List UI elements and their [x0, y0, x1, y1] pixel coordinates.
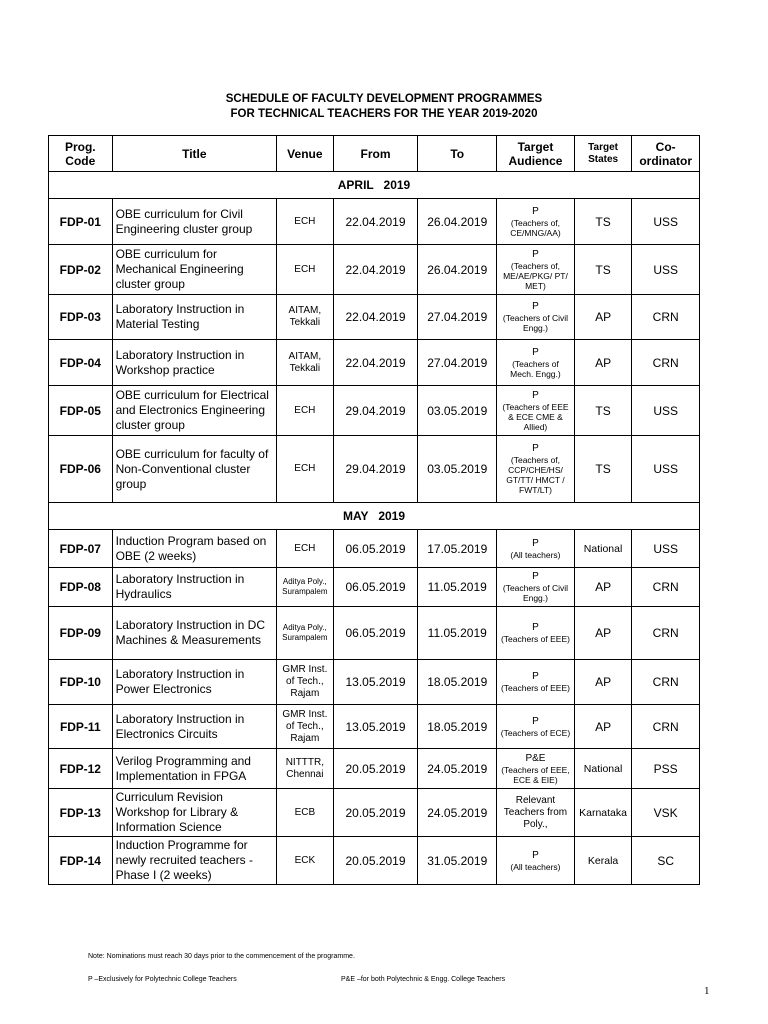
program-code: FDP-12	[49, 749, 113, 789]
coordinator: SC	[632, 837, 700, 885]
program-venue: ECH	[277, 245, 334, 295]
table-row	[49, 436, 700, 503]
program-title: OBE curriculum for Mechanical Engineering cluster group	[112, 245, 277, 295]
target-audience	[497, 660, 575, 705]
program-title: Verilog Programming and Implementation in FPGA	[112, 749, 277, 789]
month-heading: MAY 2019	[49, 503, 700, 530]
program-venue: ECH	[277, 530, 334, 568]
target-audience	[497, 386, 575, 436]
header-title: Title	[112, 136, 277, 172]
program-code: FDP-01	[49, 199, 113, 245]
document-title	[0, 92, 768, 122]
from-date: 20.05.2019	[333, 837, 418, 885]
coordinator: PSS	[632, 749, 700, 789]
month-heading: APRIL 2019	[49, 172, 700, 199]
schedule-table	[48, 135, 700, 885]
header-from: From	[333, 136, 418, 172]
table-row	[49, 245, 700, 295]
target-audience	[497, 749, 575, 789]
program-title: OBE curriculum for Electrical and Electronics Engineering cluster group	[112, 386, 277, 436]
audience-main: P	[532, 443, 539, 454]
target-audience	[497, 295, 575, 340]
program-title: Laboratory Instruction in Electronics Circuits	[112, 705, 277, 749]
program-title: Laboratory Instruction in Workshop practice	[112, 340, 277, 386]
from-date: 22.04.2019	[333, 199, 418, 245]
to-date: 03.05.2019	[418, 386, 497, 436]
program-code: FDP-08	[49, 568, 113, 607]
table-row	[49, 837, 700, 885]
from-date: 06.05.2019	[333, 530, 418, 568]
coordinator: CRN	[632, 607, 700, 660]
program-venue: NITTTR, Chennai	[277, 749, 334, 789]
program-title: Induction Program based on OBE (2 weeks)	[112, 530, 277, 568]
program-title: Laboratory Instruction in Material Testing	[112, 295, 277, 340]
program-title: Laboratory Instruction in DC Machines & Measurements	[112, 607, 277, 660]
target-audience	[497, 568, 575, 607]
program-venue: GMR Inst. of Tech., Rajam	[277, 705, 334, 749]
audience-detail: (Teachers of EEE, ECE & EIE)	[501, 764, 570, 785]
to-date: 11.05.2019	[418, 568, 497, 607]
header-row	[49, 136, 700, 172]
target-states: TS	[574, 199, 632, 245]
target-states: TS	[574, 436, 632, 503]
audience-detail: (Teachers of, CCP/CHE/HS/ GT/TT/ HMCT / FWT/LT)	[506, 455, 565, 495]
coordinator: USS	[632, 245, 700, 295]
target-states: AP	[574, 660, 632, 705]
header-venue: Venue	[277, 136, 334, 172]
program-code: FDP-07	[49, 530, 113, 568]
from-date: 06.05.2019	[333, 568, 418, 607]
audience-main: P	[532, 537, 539, 549]
pe-legend: P&E –for both Polytechnic & Engg. College Teachers	[341, 976, 506, 983]
audience-detail: (Teachers of Civil Engg.)	[502, 313, 569, 333]
target-audience	[497, 436, 575, 503]
month-row	[49, 172, 700, 199]
audience-detail: (Teachers of, CE/MNG/AA)	[510, 217, 561, 238]
coordinator: USS	[632, 530, 700, 568]
program-venue: Aditya Poly., Surampalem	[277, 607, 334, 660]
to-date: 26.04.2019	[418, 245, 497, 295]
audience-main: P	[532, 346, 539, 358]
coordinator: CRN	[632, 568, 700, 607]
table-row	[49, 340, 700, 386]
program-code: FDP-13	[49, 789, 113, 837]
coordinator: USS	[632, 386, 700, 436]
target-audience	[497, 837, 575, 885]
program-title: OBE curriculum for Civil Engineering cluster group	[112, 199, 277, 245]
audience-main: P	[532, 715, 539, 727]
audience-detail: (Teachers of EEE & ECE CME & Allied)	[502, 401, 569, 432]
program-code: FDP-14	[49, 837, 113, 885]
to-date: 31.05.2019	[418, 837, 497, 885]
audience-main: P&E	[525, 752, 546, 764]
coordinator: CRN	[632, 340, 700, 386]
header-coordinator: Co-ordinator	[632, 136, 700, 172]
to-date: 18.05.2019	[418, 705, 497, 749]
program-code: FDP-09	[49, 607, 113, 660]
program-code: FDP-02	[49, 245, 113, 295]
from-date: 22.04.2019	[333, 295, 418, 340]
program-venue: ECB	[277, 789, 334, 837]
target-audience	[497, 199, 575, 245]
target-states: AP	[574, 705, 632, 749]
program-venue: ECH	[277, 436, 334, 503]
table-row	[49, 789, 700, 837]
audience-detail: (All teachers)	[510, 549, 561, 560]
coordinator: CRN	[632, 660, 700, 705]
table-row	[49, 199, 700, 245]
audience-detail: (Teachers of, ME/AE/PKG/ PT/ MET)	[503, 260, 568, 291]
program-title: Curriculum Revision Workshop for Library & Information Science	[112, 789, 277, 837]
title-line-1: SCHEDULE OF FACULTY DEVELOPMENT PROGRAMMES	[225, 93, 543, 105]
program-venue: AITAM, Tekkali	[277, 295, 334, 340]
audience-main: P	[532, 849, 539, 861]
from-date: 13.05.2019	[333, 660, 418, 705]
target-audience	[497, 530, 575, 568]
program-code: FDP-03	[49, 295, 113, 340]
coordinator: CRN	[632, 705, 700, 749]
coordinator: USS	[632, 199, 700, 245]
from-date: 29.04.2019	[333, 386, 418, 436]
from-date: 13.05.2019	[333, 705, 418, 749]
from-date: 22.04.2019	[333, 340, 418, 386]
target-states: TS	[574, 386, 632, 436]
audience-main: P	[532, 205, 539, 217]
program-title: Laboratory Instruction in Hydraulics	[112, 568, 277, 607]
audience-main: P	[532, 671, 539, 682]
from-date: 29.04.2019	[333, 436, 418, 503]
table-row	[49, 386, 700, 436]
coordinator: USS	[632, 436, 700, 503]
to-date: 11.05.2019	[418, 607, 497, 660]
audience-main: P	[532, 571, 539, 582]
target-audience	[497, 607, 575, 660]
schedule-body	[49, 172, 700, 885]
to-date: 24.05.2019	[418, 789, 497, 837]
program-code: FDP-06	[49, 436, 113, 503]
target-states: TS	[574, 245, 632, 295]
page-number: 1	[704, 985, 710, 997]
audience-main: P	[532, 389, 539, 401]
program-title: Induction Programme for newly recruited teachers - Phase I (2 weeks)	[112, 837, 277, 885]
from-date: 20.05.2019	[333, 789, 418, 837]
audience-detail: (Teachers of ECE)	[500, 727, 571, 738]
coordinator: CRN	[632, 295, 700, 340]
table-row	[49, 607, 700, 660]
from-date: 22.04.2019	[333, 245, 418, 295]
header-code: Prog. Code	[49, 136, 113, 172]
nomination-note: Note: Nominations must reach 30 days prior to the commencement of the programme.	[88, 953, 355, 960]
audience-main: P	[532, 301, 539, 312]
table-row	[49, 568, 700, 607]
target-states: AP	[574, 568, 632, 607]
to-date: 03.05.2019	[418, 436, 497, 503]
to-date: 17.05.2019	[418, 530, 497, 568]
table-row	[49, 705, 700, 749]
target-states: AP	[574, 607, 632, 660]
header-audience: Target Audience	[497, 136, 575, 172]
audience-main: Relevant Teachers from Poly.,	[503, 794, 568, 830]
to-date: 24.05.2019	[418, 749, 497, 789]
to-date: 27.04.2019	[418, 340, 497, 386]
to-date: 26.04.2019	[418, 199, 497, 245]
header-to: To	[418, 136, 497, 172]
audience-main: P	[532, 248, 539, 260]
target-audience	[497, 340, 575, 386]
table-row	[49, 295, 700, 340]
program-venue: Aditya Poly., Surampalem	[277, 568, 334, 607]
to-date: 18.05.2019	[418, 660, 497, 705]
target-states: AP	[574, 295, 632, 340]
program-venue: GMR Inst. of Tech., Rajam	[277, 660, 334, 705]
target-states: Karnataka	[574, 789, 632, 837]
audience-detail: (All teachers)	[510, 861, 561, 872]
target-audience	[497, 705, 575, 749]
program-code: FDP-11	[49, 705, 113, 749]
coordinator: VSK	[632, 789, 700, 837]
audience-detail: (Teachers of Civil Engg.)	[502, 583, 569, 603]
from-date: 06.05.2019	[333, 607, 418, 660]
program-venue: AITAM, Tekkali	[277, 340, 334, 386]
title-line-2: FOR TECHNICAL TEACHERS FOR THE YEAR 2019-2020	[230, 108, 538, 120]
target-states: National	[574, 749, 632, 789]
program-code: FDP-04	[49, 340, 113, 386]
program-code: FDP-10	[49, 660, 113, 705]
audience-detail: (Teachers of Mech. Engg.)	[510, 358, 561, 379]
to-date: 27.04.2019	[418, 295, 497, 340]
table-row	[49, 749, 700, 789]
header-states: Target States	[574, 136, 632, 172]
target-audience	[497, 789, 575, 837]
p-legend: P –Exclusively for Polytechnic College Teachers	[88, 976, 237, 983]
audience-main: P	[532, 622, 539, 633]
program-venue: ECH	[277, 199, 334, 245]
target-states: Kerala	[574, 837, 632, 885]
audience-detail: (Teachers of EEE)	[500, 683, 570, 693]
target-audience	[497, 245, 575, 295]
program-venue: ECH	[277, 386, 334, 436]
month-row	[49, 503, 700, 530]
program-code: FDP-05	[49, 386, 113, 436]
target-states: National	[574, 530, 632, 568]
from-date: 20.05.2019	[333, 749, 418, 789]
program-venue: ECK	[277, 837, 334, 885]
program-title: Laboratory Instruction in Power Electronics	[112, 660, 277, 705]
table-row	[49, 530, 700, 568]
table-row	[49, 660, 700, 705]
audience-detail: (Teachers of EEE)	[500, 634, 570, 644]
target-states: AP	[574, 340, 632, 386]
program-title: OBE curriculum for faculty of Non-Conventional cluster group	[112, 436, 277, 503]
